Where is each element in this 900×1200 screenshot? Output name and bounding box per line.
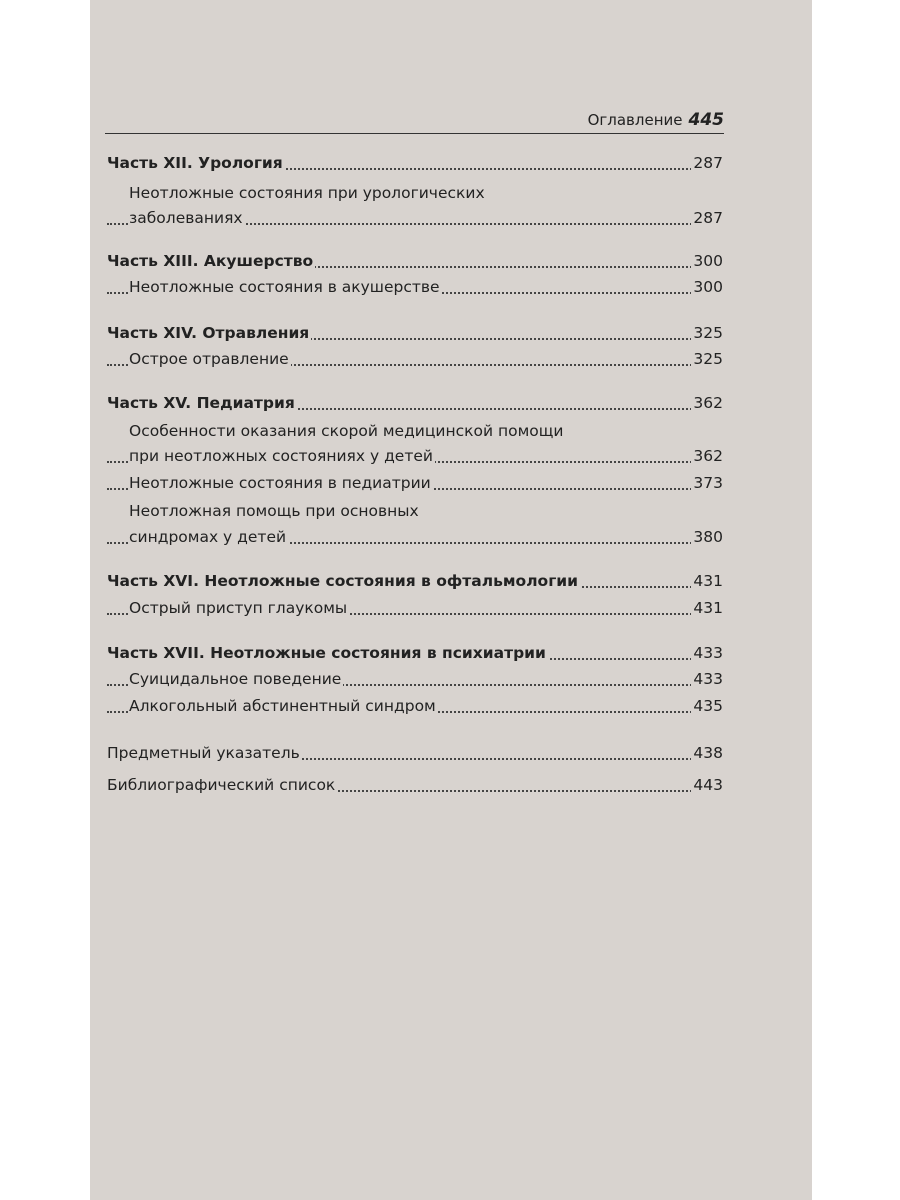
toc-sub-15-3 bbox=[107, 524, 723, 550]
running-header bbox=[105, 107, 724, 134]
toc-entry-page: 300 bbox=[691, 274, 723, 300]
toc-entry-page: 362 bbox=[691, 443, 723, 469]
toc-entry-page: 287 bbox=[691, 150, 723, 176]
toc-entry-page: 300 bbox=[691, 248, 723, 274]
toc-entry-title: Часть XIV. Отравления bbox=[107, 320, 311, 346]
toc-entry-page: 325 bbox=[691, 320, 723, 346]
toc-entry-page: 431 bbox=[691, 595, 723, 621]
toc-entry-title: Библиографический список bbox=[107, 772, 337, 798]
toc-sub-12-1 bbox=[107, 205, 723, 231]
toc-entry-title: Острый приступ глаукомы bbox=[129, 595, 349, 621]
toc-sub-14-1 bbox=[107, 346, 723, 372]
toc-sub-13-1 bbox=[107, 274, 723, 300]
toc-part-15 bbox=[107, 390, 723, 416]
toc-entry-page: 433 bbox=[691, 666, 723, 692]
toc-entry-title-line1: Неотложные состояния при урологических bbox=[129, 184, 485, 202]
toc-entry-title: Часть XII. Урология bbox=[107, 150, 285, 176]
toc-entry-title: Часть XV. Педиатрия bbox=[107, 390, 297, 416]
toc-entry-page: 380 bbox=[691, 524, 723, 550]
toc-sub-15-1 bbox=[107, 443, 723, 469]
toc-part-13 bbox=[107, 248, 723, 274]
toc-part-14 bbox=[107, 320, 723, 346]
header-page-number: 445 bbox=[688, 110, 724, 130]
toc-entry-title: Предметный указатель bbox=[107, 740, 302, 766]
toc-part-17 bbox=[107, 640, 723, 666]
toc-entry-page: 433 bbox=[691, 640, 723, 666]
toc-entry-title-line2: заболеваниях bbox=[129, 205, 245, 231]
toc-sub-17-1 bbox=[107, 666, 723, 692]
toc-entry-title: Неотложные состояния в педиатрии bbox=[129, 470, 433, 496]
header-title: Оглавление bbox=[587, 111, 683, 129]
toc-entry-title: Суицидальное поведение bbox=[129, 666, 343, 692]
toc-entry-page: 431 bbox=[691, 568, 723, 594]
toc-entry-page: 373 bbox=[691, 470, 723, 496]
toc-entry-title: Часть XIII. Акушерство bbox=[107, 248, 315, 274]
toc-part-16 bbox=[107, 568, 723, 594]
toc-entry-title-line2: при неотложных состояниях у детей bbox=[129, 443, 435, 469]
toc-sub-16-1 bbox=[107, 595, 723, 621]
toc-entry-title: Часть XVII. Неотложные состояния в психиатрии bbox=[107, 640, 548, 666]
toc-sub-15-2 bbox=[107, 470, 723, 496]
toc-entry-title: Алкогольный абстинентный синдром bbox=[129, 693, 438, 719]
toc-entry-page: 435 bbox=[691, 693, 723, 719]
toc-sub-17-2 bbox=[107, 693, 723, 719]
toc-entry-page: 362 bbox=[691, 390, 723, 416]
toc-part-12 bbox=[107, 150, 723, 176]
toc-index bbox=[107, 740, 723, 766]
toc-bibliography bbox=[107, 772, 723, 798]
toc-entry-title-line2: синдромах у детей bbox=[129, 524, 288, 550]
toc-entry-title: Часть XVI. Неотложные состояния в офтальмологии bbox=[107, 568, 580, 594]
toc-entry-page: 287 bbox=[691, 205, 723, 231]
toc-entry-page: 438 bbox=[691, 740, 723, 766]
toc-entry-title-line1: Неотложная помощь при основных bbox=[129, 502, 419, 520]
toc-entry-title-line1: Особенности оказания скорой медицинской помощи bbox=[129, 422, 564, 440]
toc-entry-page: 443 bbox=[691, 772, 723, 798]
toc-entry-title: Острое отравление bbox=[129, 346, 291, 372]
toc-entry-title: Неотложные состояния в акушерстве bbox=[129, 274, 442, 300]
toc-entry-page: 325 bbox=[691, 346, 723, 372]
